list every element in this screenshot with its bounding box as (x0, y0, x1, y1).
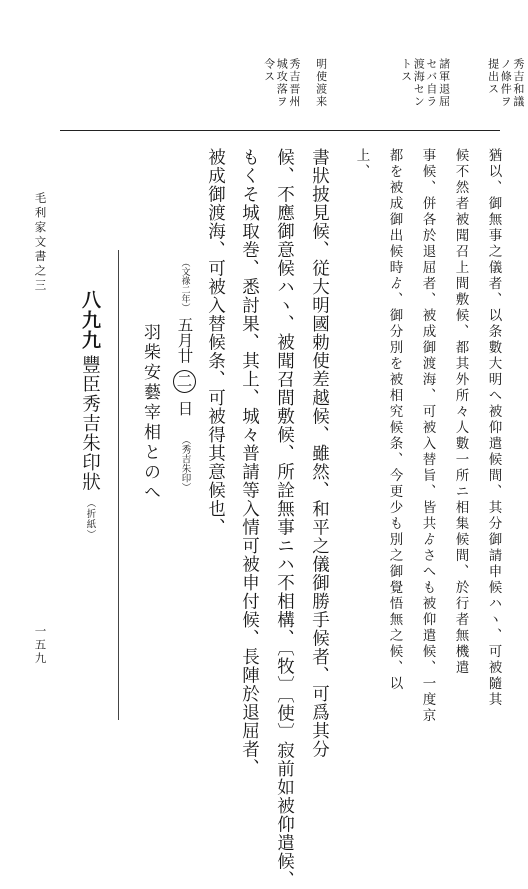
document-title-text: 豐臣秀吉朱印狀 (79, 355, 101, 492)
addressee: 羽柴安藝宰相とのへ (140, 323, 160, 503)
letter-line: もくそ城取巻、悉討果、其上、城々普請等入情可被申付候、長陣於退屈者、 (239, 148, 260, 777)
headnote-line: セバ自ラ (424, 58, 438, 108)
headnote-line: ノ條件ヲ (499, 58, 513, 108)
postscript-line: 候不然者被聞召上間敷候、都其外所々人數一所ニ相集候間、於行者無機遣 (452, 148, 469, 676)
headnote-peace-conditions (486, 58, 524, 108)
postscript-line: 猶以、御無事之儀者、以条數大明へ被仰遣候間、其分御請申候ハヽ、可被隨其 (485, 148, 502, 708)
headnote-line: 城攻落ヲ (275, 58, 289, 108)
headnote-jinju (262, 58, 300, 108)
document-title-note: （折紙） (84, 497, 96, 540)
document-title (80, 355, 99, 540)
headnote-line: 提出ス (486, 58, 500, 96)
letter-date (173, 258, 196, 492)
date-day: 日 (175, 400, 194, 416)
letter-line: 書狀披見候、従大明國勅使差越候、雖然、和平之儀御勝手候者、可爲其分 (309, 148, 330, 759)
document-separator (118, 250, 119, 720)
headnote-envoy (314, 58, 327, 108)
page-number: 一五九 (33, 625, 48, 666)
headnote-line: 秀吉和議 (511, 58, 525, 108)
letter-line: 被成御渡海、可被入替候条、可被得其意候也、 (205, 148, 226, 537)
seal-note: （秀吉朱印） (179, 434, 191, 492)
headnote-crossing (399, 58, 450, 108)
headnote-line: 諸軍退屈 (437, 58, 451, 108)
header-rule (60, 130, 500, 131)
headnote-line: 明使渡来 (314, 58, 328, 108)
letter-line: 候、不應御意候ハヽ、被聞召間敷候、所詮無事ニハ不相構、〔牧〕〔使〕寂前如被仰遣候、 (274, 148, 295, 889)
circled-date-char: 二 (173, 370, 196, 393)
postscript-line: 上、 (353, 148, 370, 180)
running-head: 毛利家文書之三 (33, 192, 48, 294)
document-number: 八九九 (79, 290, 101, 350)
headnote-line: 渡海セン (412, 58, 426, 108)
headnote-line: 秀吉晋州 (287, 58, 301, 108)
headnote-line: 令ス (262, 58, 276, 83)
date-text: 五月廿 (175, 316, 194, 364)
era-note: （文祿二年） (179, 258, 190, 312)
headnote-line: トス (399, 58, 413, 83)
postscript-line: 事候、併各於退屈者、被成御渡海、可被入替旨、皆共ゟさへも被仰遣候、一度京 (419, 148, 436, 724)
postscript-line: 都を被成御出候時ゟ、御分別を被相究候条、今更少も別之御覺悟無之候、以 (386, 148, 403, 692)
